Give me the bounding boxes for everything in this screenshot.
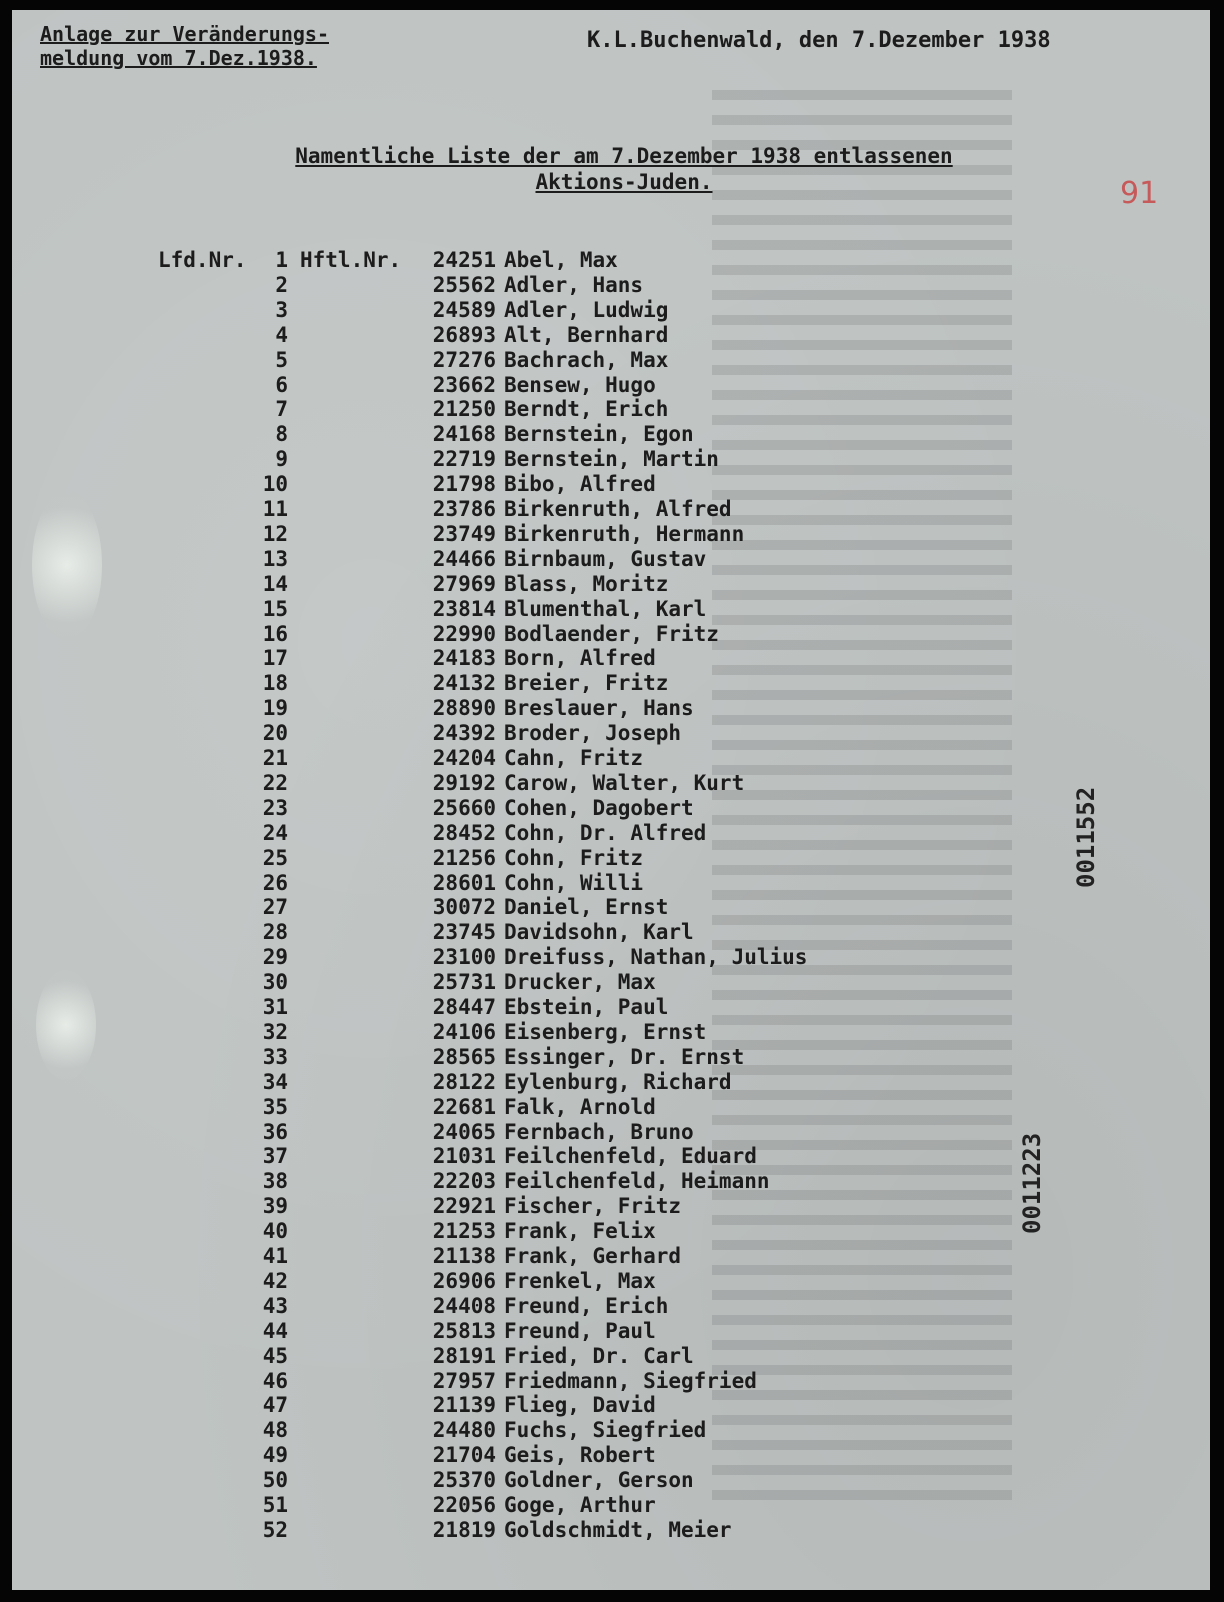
prisoner-number: 25731 <box>432 970 496 995</box>
prisoner-name: Bibo, Alfred <box>504 472 656 497</box>
prisoner-number: 23662 <box>432 372 496 397</box>
entry-number: 8 <box>275 422 288 447</box>
entry-number: 36 <box>262 1119 288 1144</box>
entry-number: 18 <box>262 671 288 696</box>
prisoner-name: Blumenthal, Karl <box>504 596 707 621</box>
prisoner-number: 21253 <box>432 1219 496 1244</box>
prisoner-number: 23749 <box>432 521 496 546</box>
prisoner-name: Feilchenfeld, Eduard <box>504 1144 757 1169</box>
prisoner-name: Goldner, Gerson <box>504 1468 694 1493</box>
prisoner-number: 28601 <box>432 870 496 895</box>
prisoner-name: Cahn, Fritz <box>504 746 644 770</box>
prisoner-number: 24251 <box>432 248 496 272</box>
prisoner-number: 24466 <box>432 546 496 571</box>
bleed-through-text <box>712 90 1012 1510</box>
entry-number: 44 <box>262 1318 288 1343</box>
prisoner-number: 24204 <box>432 746 496 770</box>
prisoner-name: Goldschmidt, Meier <box>504 1517 732 1542</box>
prisoner-number: 29192 <box>432 770 496 795</box>
entry-number: 6 <box>275 372 288 397</box>
prisoner-number: 23814 <box>432 596 496 621</box>
prisoner-name: Abel, Max <box>504 248 618 272</box>
prisoner-number: 21031 <box>432 1144 496 1169</box>
paper-stain <box>36 970 96 1080</box>
prisoner-number: 21138 <box>432 1244 496 1268</box>
prisoner-name: Feilchenfeld, Heimann <box>504 1169 770 1194</box>
prisoner-name: Fernbach, Bruno <box>504 1119 694 1144</box>
entry-number: 50 <box>262 1468 288 1493</box>
prisoner-name: Birkenruth, Hermann <box>504 521 745 546</box>
prisoner-name: Flieg, David <box>504 1393 656 1418</box>
entry-number: 39 <box>262 1194 288 1219</box>
prisoner-name: Adler, Ludwig <box>504 297 669 322</box>
prisoner-number: 28890 <box>432 696 496 721</box>
entry-number: 40 <box>262 1219 288 1244</box>
prisoner-number: 22921 <box>432 1194 496 1219</box>
prisoner-name: Ebstein, Paul <box>504 995 669 1019</box>
prisoner-name: Frank, Felix <box>504 1219 656 1244</box>
prisoner-name: Carow, Walter, Kurt <box>504 770 745 795</box>
entry-number: 21 <box>262 746 288 770</box>
prisoner-name: Bernstein, Egon <box>504 422 694 447</box>
prisoner-number: 22056 <box>432 1493 496 1517</box>
entry-number: 45 <box>262 1343 288 1368</box>
prisoner-number: 28191 <box>432 1343 496 1368</box>
prisoner-number: 27957 <box>432 1368 496 1393</box>
entry-number: 19 <box>262 696 288 721</box>
entry-number: 25 <box>262 845 288 870</box>
prisoner-number: 22990 <box>432 621 496 646</box>
prisoner-number: 24168 <box>432 422 496 447</box>
entry-number: 28 <box>262 920 288 945</box>
entry-number: 32 <box>262 1019 288 1044</box>
prisoner-number: 28565 <box>432 1044 496 1069</box>
archive-stamp: 0011552 <box>1072 786 1100 888</box>
prisoner-name: Berndt, Erich <box>504 397 669 422</box>
prisoner-number: 21798 <box>432 472 496 497</box>
prisoner-number: 25813 <box>432 1318 496 1343</box>
prisoner-name: Friedmann, Siegfried <box>504 1368 757 1393</box>
prisoner-name: Breier, Fritz <box>504 671 669 696</box>
prisoner-name: Cohn, Dr. Alfred <box>504 820 707 845</box>
prisoner-name: Fuchs, Siegfried <box>504 1418 707 1443</box>
prisoner-name: Cohn, Fritz <box>504 845 644 870</box>
prisoner-name: Bachrach, Max <box>504 347 669 372</box>
entry-number: 30 <box>262 970 288 995</box>
entry-number: 42 <box>262 1268 288 1293</box>
prisoner-name: Falk, Arnold <box>504 1094 656 1119</box>
document-subtitle: Aktions-Juden. <box>535 170 713 194</box>
entry-number: 47 <box>262 1393 288 1418</box>
prisoner-number: 21250 <box>432 397 496 422</box>
prisoner-number: 28452 <box>432 820 496 845</box>
prisoner-name: Eylenburg, Richard <box>504 1069 732 1094</box>
prisoner-number: 24065 <box>432 1119 496 1144</box>
prisoner-name: Geis, Robert <box>504 1443 656 1468</box>
entry-number: 3 <box>275 297 288 322</box>
header-reference-line1: Anlage zur Veränderungs- <box>40 22 329 46</box>
entry-number: 5 <box>275 347 288 372</box>
entry-number: 10 <box>262 472 288 497</box>
prisoner-number: 25660 <box>432 795 496 820</box>
prisoner-name: Bernstein, Martin <box>504 447 719 472</box>
entry-number: 37 <box>262 1144 288 1169</box>
prisoner-name: Alt, Bernhard <box>504 322 669 347</box>
prisoner-number: 25370 <box>432 1468 496 1493</box>
entry-number: 35 <box>262 1094 288 1119</box>
entry-number: 27 <box>262 895 288 920</box>
entry-number: 31 <box>262 995 288 1019</box>
entry-number: 41 <box>262 1244 288 1268</box>
paper-stain <box>32 490 102 640</box>
prisoner-name: Essinger, Dr. Ernst <box>504 1044 745 1069</box>
header-place-date: K.L.Buchenwald, den 7.Dezember 1938 <box>587 28 1051 53</box>
entry-number: 16 <box>262 621 288 646</box>
prisoner-name: Goge, Arthur <box>504 1493 656 1517</box>
entry-number: 24 <box>262 820 288 845</box>
document-sheet <box>12 10 1210 1590</box>
entry-number: 26 <box>262 870 288 895</box>
prisoner-number: 21256 <box>432 845 496 870</box>
prisoner-number: 26906 <box>432 1268 496 1293</box>
prisoner-number: 27969 <box>432 571 496 596</box>
prisoner-number: 22203 <box>432 1169 496 1194</box>
entry-number: 15 <box>262 596 288 621</box>
prisoner-name: Bodlaender, Fritz <box>504 621 719 646</box>
entry-number: 38 <box>262 1169 288 1194</box>
entry-number: 49 <box>262 1443 288 1468</box>
prisoner-number: 23786 <box>432 497 496 521</box>
entry-number: 11 <box>262 497 288 521</box>
prisoner-number: 28447 <box>432 995 496 1019</box>
entry-number: 22 <box>262 770 288 795</box>
prisoner-name: Broder, Joseph <box>504 721 682 746</box>
prisoner-name: Freund, Erich <box>504 1293 669 1318</box>
prisoner-name: Birnbaum, Gustav <box>504 546 707 571</box>
prisoner-name: Blass, Moritz <box>504 571 669 596</box>
prisoner-number: 24106 <box>432 1019 496 1044</box>
prisoner-name: Born, Alfred <box>504 646 656 671</box>
prisoner-number: 24589 <box>432 297 496 322</box>
entry-number: 9 <box>275 447 288 472</box>
label-hftl-nr: Hftl.Nr. <box>300 248 402 272</box>
entry-number: 1 <box>275 248 288 272</box>
prisoner-name: Cohn, Willi <box>504 870 644 895</box>
entry-number: 13 <box>262 546 288 571</box>
prisoner-name: Adler, Hans <box>504 272 644 297</box>
prisoner-number: 21819 <box>432 1517 496 1542</box>
prisoner-number: 23100 <box>432 945 496 970</box>
prisoner-number: 27276 <box>432 347 496 372</box>
prisoner-name: Dreifuss, Nathan, Julius <box>504 945 808 970</box>
entry-number: 20 <box>262 721 288 746</box>
entry-number: 34 <box>262 1069 288 1094</box>
entry-number: 2 <box>275 272 288 297</box>
prisoner-number: 28122 <box>432 1069 496 1094</box>
entry-number: 14 <box>262 571 288 596</box>
header-reference <box>40 22 329 70</box>
prisoner-name: Drucker, Max <box>504 970 656 995</box>
prisoner-name: Freund, Paul <box>504 1318 656 1343</box>
prisoner-number: 24392 <box>432 721 496 746</box>
prisoner-number: 22719 <box>432 447 496 472</box>
page-mark: 91 <box>1120 176 1159 211</box>
prisoner-name: Fried, Dr. Carl <box>504 1343 694 1368</box>
prisoner-number: 21704 <box>432 1443 496 1468</box>
secondary-stamp: 0011223 <box>1018 1132 1046 1234</box>
header-reference-line2: meldung vom 7.Dez.1938. <box>40 46 317 70</box>
entry-number: 17 <box>262 646 288 671</box>
prisoner-number: 24480 <box>432 1418 496 1443</box>
entry-number: 23 <box>262 795 288 820</box>
label-lfd-nr: Lfd.Nr. <box>158 248 247 272</box>
prisoner-number: 30072 <box>432 895 496 920</box>
prisoner-name: Daniel, Ernst <box>504 895 669 920</box>
prisoner-name: Cohen, Dagobert <box>504 795 694 820</box>
document-title: Namentliche Liste der am 7.Dezember 1938 entlassenen <box>295 144 953 168</box>
prisoner-number: 21139 <box>432 1393 496 1418</box>
prisoner-name: Fischer, Fritz <box>504 1194 682 1219</box>
prisoner-name: Eisenberg, Ernst <box>504 1019 707 1044</box>
entry-number: 29 <box>262 945 288 970</box>
prisoner-number: 24408 <box>432 1293 496 1318</box>
entry-number: 48 <box>262 1418 288 1443</box>
prisoner-name: Bensew, Hugo <box>504 372 656 397</box>
prisoner-name: Frank, Gerhard <box>504 1244 682 1268</box>
entry-number: 7 <box>275 397 288 422</box>
prisoner-name: Frenkel, Max <box>504 1268 656 1293</box>
prisoner-number: 26893 <box>432 322 496 347</box>
prisoner-name: Birkenruth, Alfred <box>504 497 732 521</box>
entry-number: 51 <box>262 1493 288 1517</box>
prisoner-name: Breslauer, Hans <box>504 696 694 721</box>
prisoner-number: 24132 <box>432 671 496 696</box>
prisoner-number: 22681 <box>432 1094 496 1119</box>
entry-number: 43 <box>262 1293 288 1318</box>
entry-number: 33 <box>262 1044 288 1069</box>
prisoner-name: Davidsohn, Karl <box>504 920 694 945</box>
prisoner-number: 23745 <box>432 920 496 945</box>
prisoner-number: 25562 <box>432 272 496 297</box>
entry-number: 52 <box>262 1517 288 1542</box>
entry-number: 46 <box>262 1368 288 1393</box>
entry-number: 4 <box>275 322 288 347</box>
entry-number: 12 <box>262 521 288 546</box>
prisoner-number: 24183 <box>432 646 496 671</box>
